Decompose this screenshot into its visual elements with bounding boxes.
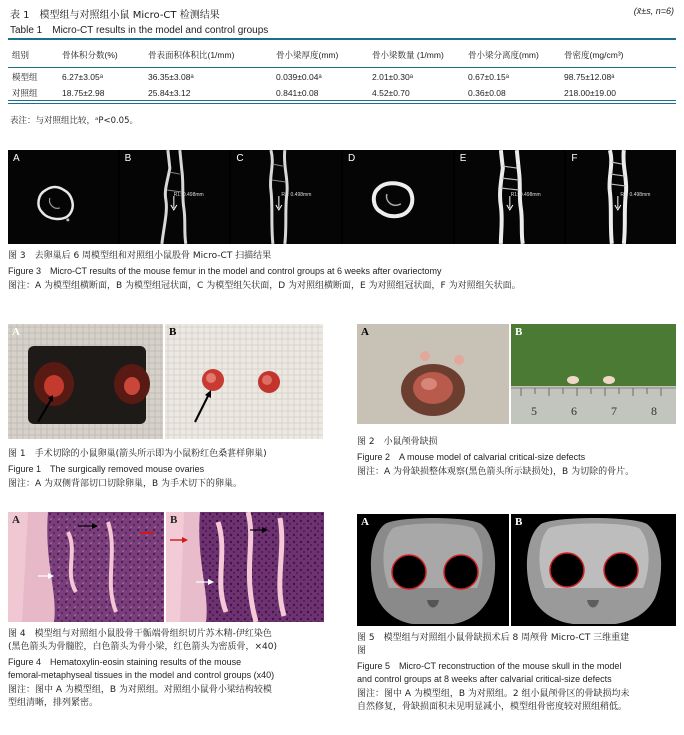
figure3-panel-c [231,150,341,244]
table-cell: 36.35±3.08ᵃ [148,72,194,82]
panel-label: A [361,516,369,528]
roi-annotation: R1: 0.498mm [281,192,312,198]
figure4-panel-b [166,512,324,622]
figure4-panel-a [8,512,164,622]
he-stain-control-photo [166,512,324,622]
red-arrow-shaft [140,532,154,534]
table-cell: 0.039±0.04ᵃ [276,72,322,82]
caption-en: Figure 3 Micro-CT results of the mouse femur in the model and control groups at 6 weeks after ovariectomy [8,266,442,276]
table-footnote: 表注：与对照组比较，ᵃP<0.05。 [10,116,139,126]
table-row [8,84,676,101]
table-cell: 0.841±0.08 [276,88,319,98]
panel-label: B [170,514,178,526]
table-bottom-rule [8,103,676,104]
figure3-panel-e [455,150,565,244]
panel-label: B [124,153,132,164]
caption-note: 图注：图中 A 为模型组，B 为对照组。2 组小鼠颅骨区的骨缺损均未 [357,689,630,699]
skull-3d-model-image [357,514,509,626]
table-header-cell: 骨密度(mg/cm³) [560,45,676,68]
caption-note: 图注：A 为模型组横断面，B 为模型组冠状面，C 为模型组矢状面，D 为对照组横断面，E 为对照组冠状面，F 为对照组矢状面。 [8,281,521,291]
caption-en: Figure 4 Hematoxylin-eosin staining results of the mouse [8,657,242,667]
caption-zh: 图 5 模型组与对照组小鼠骨缺损术后 8 周颅骨 Micro-CT 三维重建 [357,633,630,643]
figure2-panel-b [511,324,676,424]
caption-zh: 图 1 手术切除的小鼠卵巢(箭头所示即为小鼠粉红色桑葚样卵巢) [8,449,267,459]
caption-note: 型组清晰，排列紧密。 [8,698,99,708]
roi-annotation: R1: 0.498mm [510,192,541,198]
ovary-surgery-photo [8,324,163,439]
roi-annotation: R1: 0.498mm [173,192,204,198]
caption-en: femoral-metaphyseal tissues in the model and control groups (x40) [8,670,275,680]
table-cell: 6.27±3.05ᵃ [62,72,103,82]
ruler-digit: 7 [611,404,617,418]
panel-label: A [12,326,20,338]
table-stat-note: (x̄±s, n=6) [633,6,674,16]
panel-label: D [348,153,356,164]
figure3-panel-b [120,150,230,244]
caption-zh: 图 [357,646,367,656]
table-header-cell: 骨小梁厚度(mm) [272,45,368,68]
panel-label: A [13,153,20,164]
table-cell: 0.67±0.15ᵃ [468,72,509,82]
caption-zh: (黑色箭头为骨髓腔，白色箭头为骨小梁，红色箭头为密质骨，×40) [8,642,278,652]
ruler-digit: 8 [651,404,657,418]
figure3-panel-a [8,150,118,244]
panel-label: B [515,516,523,528]
figure1-caption [8,448,338,491]
caption-zh: 图 4 模型组与对照组小鼠股骨干骺端骨组织切片苏木精-伊红染色 [8,629,272,639]
table-cell: 模型组 [12,72,38,82]
caption-en: Figure 2 A mouse model of calvarial critical-size defects [357,452,586,462]
table-title-en: Table 1 Micro-CT results in the model and control groups [10,25,269,36]
table-cell: 4.52±0.70 [372,88,410,98]
table-cell: 0.36±0.08 [468,88,506,98]
figure3-panel-d [343,150,453,244]
ct-bone-transverse-image [343,150,453,244]
table-cell: 98.75±12.08ᵃ [564,72,615,82]
table-header-cell: 骨体积分数(%) [58,45,144,68]
caption-note: 图注：图中 A 为模型组，B 为对照组。对照组小鼠骨小梁结构较模 [8,685,272,695]
table-cell: 218.00±19.00 [564,88,616,98]
roi-annotation: R1: 0.498mm [620,192,651,198]
ruler-digit: 5 [531,404,537,418]
panel-label: A [12,514,20,526]
table-header-cell: 骨表面积体积比(1/mm) [144,45,272,68]
table-cell: 对照组 [12,88,38,98]
figure5-panel-a [357,514,509,626]
figure1-panel-a [8,324,163,439]
table-header-row [8,45,676,68]
panel-label: A [361,326,369,338]
figure2-panel-a [357,324,509,424]
calvarial-defect-photo [357,324,509,424]
excised-ovaries-photo [165,324,323,439]
caption-zh: 图 3 去卵巢后 6 周模型组和对照组小鼠股骨 Micro-CT 扫描结果 [8,251,272,261]
table-row [8,68,676,85]
results-table [8,45,676,101]
figure3-caption [8,250,676,293]
caption-note: 自然修复，骨缺损面积未见明显减小，模型组骨密度较对照组稍低。 [357,702,628,712]
figure5-caption [357,632,679,714]
panel-label: E [459,153,467,164]
figure5-panel-b [511,514,676,626]
ruler-digit: 6 [571,404,577,418]
table-cell: 18.75±2.98 [62,88,105,98]
caption-en: Figure 1 The surgically removed mouse ovaries [8,464,205,474]
figure3-ct-strip [8,150,676,244]
table-header-cell: 骨小梁数量 (1/mm) [368,45,464,68]
panel-label: C [236,153,244,164]
panel-label: B [169,326,177,338]
figure3-panel-f [566,150,676,244]
table-header-cell: 组别 [8,45,58,68]
caption-en: and control groups at 8 weeks after calvarial critical-size defects [357,674,612,684]
caption-note: 图注：A 为双侧背部切口切除卵巢，B 为手术切下的卵巢。 [8,479,243,489]
figure4-caption [8,628,344,710]
caption-note: 图注：A 为骨缺损整体观察(黑色箭头所示缺损处)，B 为切除的骨片。 [357,467,635,477]
table-cell: 25.84±3.12 [148,88,191,98]
figure1-panel-b [165,324,323,439]
figure2-caption [357,436,679,479]
ct-bone-coronal-image [455,150,565,244]
caption-en: Figure 5 Micro-CT reconstruction of the mouse skull in the model [357,661,622,671]
he-stain-model-photo [8,512,164,622]
table-title-zh: 表 1 模型组与对照组小鼠 Micro-CT 检测结果 [10,10,220,21]
skull-3d-control-image [511,514,676,626]
table-header-cell: 骨小梁分离度(mm) [464,45,560,68]
panel-label: F [571,153,578,164]
caption-zh: 图 2 小鼠颅骨缺损 [357,437,438,447]
panel-label: B [515,326,523,338]
table-cell: 2.01±0.30ᵃ [372,72,413,82]
table-top-rule [8,38,676,40]
ct-bone-transverse-image [8,150,118,244]
